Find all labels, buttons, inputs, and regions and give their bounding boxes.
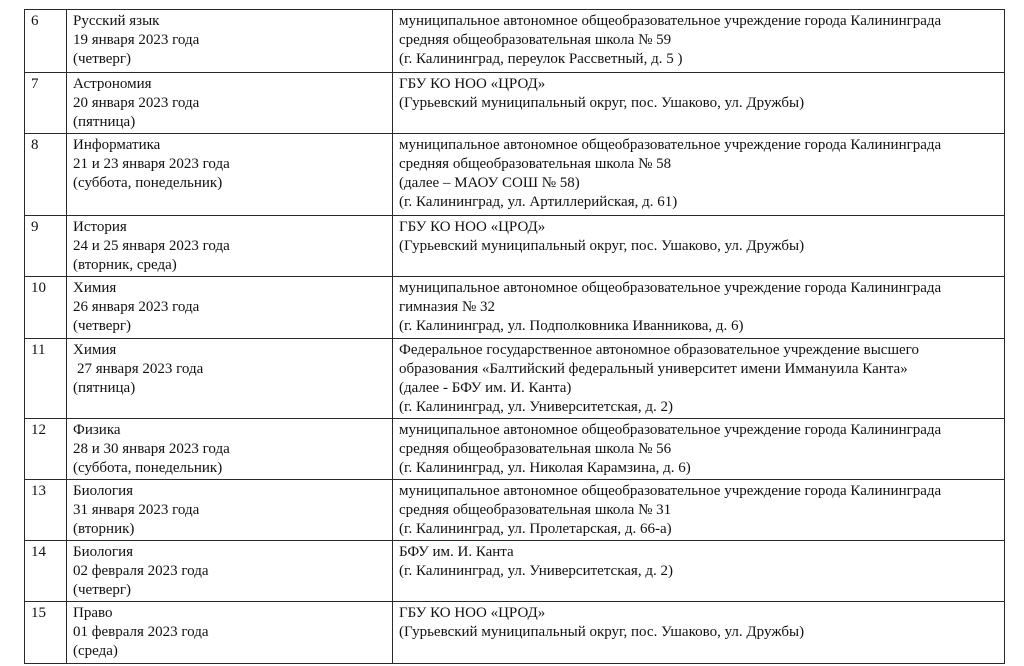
subject-name: Право bbox=[73, 605, 113, 621]
venue-line: средняя общеобразовательная школа № 31 bbox=[399, 502, 672, 518]
row-number: 12 bbox=[25, 419, 67, 480]
venue-line: ГБУ КО НОО «ЦРОД» bbox=[399, 76, 546, 92]
venue-line: (г. Калининград, ул. Артиллерийская, д. 61) bbox=[399, 194, 678, 210]
table-row bbox=[25, 73, 1005, 134]
venue-line: муниципальное автономное общеобразовательное учреждение города Калининграда bbox=[399, 422, 942, 438]
venue-line: (г. Калининград, ул. Подполковника Иванникова, д. 6) bbox=[399, 318, 744, 334]
venue-line: (далее - БФУ им. И. Канта) bbox=[399, 380, 572, 396]
subject-cell bbox=[67, 10, 393, 73]
row-number: 10 bbox=[25, 277, 67, 339]
exam-weekday: (вторник, среда) bbox=[73, 257, 177, 273]
row-number: 13 bbox=[25, 480, 67, 541]
exam-date: 28 и 30 января 2023 года bbox=[73, 441, 230, 457]
exam-date: 21 и 23 января 2023 года bbox=[73, 156, 230, 172]
row-number: 9 bbox=[25, 216, 67, 277]
schedule-table-body bbox=[25, 10, 1005, 664]
exam-date: 02 февраля 2023 года bbox=[73, 563, 209, 579]
venue-line: образования «Балтийский федеральный университет имени Иммануила Канта» bbox=[399, 361, 908, 377]
venue-line: (Гурьевский муниципальный округ, пос. Ушаково, ул. Дружбы) bbox=[399, 238, 805, 254]
subject-name: Физика bbox=[73, 422, 121, 438]
table-row bbox=[25, 277, 1005, 339]
exam-date: 24 и 25 января 2023 года bbox=[73, 238, 230, 254]
venue-line: гимназия № 32 bbox=[399, 299, 496, 315]
venue-cell bbox=[393, 277, 1005, 339]
exam-weekday: (четверг) bbox=[73, 582, 132, 598]
venue-line: (г. Калининград, переулок Рассветный, д. 5 ) bbox=[399, 51, 683, 67]
venue-cell bbox=[393, 419, 1005, 480]
exam-weekday: (суббота, понедельник) bbox=[73, 175, 223, 191]
exam-date: 19 января 2023 года bbox=[73, 32, 200, 48]
venue-cell bbox=[393, 73, 1005, 134]
table-row bbox=[25, 339, 1005, 419]
subject-name: Русский язык bbox=[73, 13, 160, 29]
venue-line: ГБУ КО НОО «ЦРОД» bbox=[399, 219, 546, 235]
venue-cell bbox=[393, 339, 1005, 419]
venue-line: (Гурьевский муниципальный округ, пос. Ушаково, ул. Дружбы) bbox=[399, 95, 805, 111]
subject-name: Информатика bbox=[73, 137, 161, 153]
subject-cell bbox=[67, 480, 393, 541]
exam-date: 01 февраля 2023 года bbox=[73, 624, 209, 640]
venue-cell bbox=[393, 216, 1005, 277]
row-number: 14 bbox=[25, 541, 67, 602]
venue-line: муниципальное автономное общеобразовательное учреждение города Калининграда bbox=[399, 13, 942, 29]
subject-cell bbox=[67, 134, 393, 216]
venue-line: средняя общеобразовательная школа № 59 bbox=[399, 32, 672, 48]
venue-line: (г. Калининград, ул. Пролетарская, д. 66-а) bbox=[399, 521, 672, 537]
subject-cell bbox=[67, 339, 393, 419]
venue-cell bbox=[393, 602, 1005, 664]
subject-cell bbox=[67, 419, 393, 480]
exam-date: 31 января 2023 года bbox=[73, 502, 200, 518]
exam-weekday: (четверг) bbox=[73, 318, 132, 334]
venue-cell bbox=[393, 10, 1005, 73]
venue-line: муниципальное автономное общеобразовательное учреждение города Калининграда bbox=[399, 280, 942, 296]
olympiad-schedule-table bbox=[24, 9, 1005, 664]
venue-line: (г. Калининград, ул. Николая Карамзина, д. 6) bbox=[399, 460, 691, 476]
venue-line: средняя общеобразовательная школа № 58 bbox=[399, 156, 672, 172]
table-row bbox=[25, 480, 1005, 541]
exam-date: 26 января 2023 года bbox=[73, 299, 200, 315]
venue-line: муниципальное автономное общеобразовательное учреждение города Калининграда bbox=[399, 137, 942, 153]
venue-cell bbox=[393, 480, 1005, 541]
exam-weekday: (пятница) bbox=[73, 380, 136, 396]
venue-line: ГБУ КО НОО «ЦРОД» bbox=[399, 605, 546, 621]
venue-line: средняя общеобразовательная школа № 56 bbox=[399, 441, 672, 457]
subject-cell bbox=[67, 602, 393, 664]
venue-line: муниципальное автономное общеобразовательное учреждение города Калининграда bbox=[399, 483, 942, 499]
venue-line: БФУ им. И. Канта bbox=[399, 544, 514, 560]
exam-date: 20 января 2023 года bbox=[73, 95, 200, 111]
venue-line: (далее – МАОУ СОШ № 58) bbox=[399, 175, 580, 191]
exam-weekday: (суббота, понедельник) bbox=[73, 460, 223, 476]
subject-name: Биология bbox=[73, 544, 134, 560]
table-row bbox=[25, 10, 1005, 73]
subject-name: История bbox=[73, 219, 127, 235]
exam-weekday: (пятница) bbox=[73, 114, 136, 130]
subject-cell bbox=[67, 73, 393, 134]
row-number: 7 bbox=[25, 73, 67, 134]
table-row bbox=[25, 602, 1005, 664]
subject-cell bbox=[67, 277, 393, 339]
subject-name: Химия bbox=[73, 280, 117, 296]
venue-line: Федеральное государственное автономное образовательное учреждение высшего bbox=[399, 342, 919, 358]
row-number: 8 bbox=[25, 134, 67, 216]
subject-name: Биология bbox=[73, 483, 134, 499]
subject-name: Астрономия bbox=[73, 76, 152, 92]
row-number: 15 bbox=[25, 602, 67, 664]
venue-line: (Гурьевский муниципальный округ, пос. Ушаково, ул. Дружбы) bbox=[399, 624, 805, 640]
subject-cell bbox=[67, 216, 393, 277]
row-number: 11 bbox=[25, 339, 67, 419]
table-row bbox=[25, 216, 1005, 277]
venue-cell bbox=[393, 541, 1005, 602]
venue-line: (г. Калининград, ул. Университетская, д. 2) bbox=[399, 399, 673, 415]
exam-weekday: (вторник) bbox=[73, 521, 135, 537]
table-row bbox=[25, 134, 1005, 216]
exam-weekday: (среда) bbox=[73, 643, 118, 659]
row-number: 6 bbox=[25, 10, 67, 73]
subject-cell bbox=[67, 541, 393, 602]
exam-weekday: (четверг) bbox=[73, 51, 132, 67]
venue-line: (г. Калининград, ул. Университетская, д. 2) bbox=[399, 563, 673, 579]
table-row bbox=[25, 419, 1005, 480]
venue-cell bbox=[393, 134, 1005, 216]
subject-name: Химия bbox=[73, 342, 117, 358]
table-row bbox=[25, 541, 1005, 602]
exam-date: 27 января 2023 года bbox=[77, 361, 204, 377]
